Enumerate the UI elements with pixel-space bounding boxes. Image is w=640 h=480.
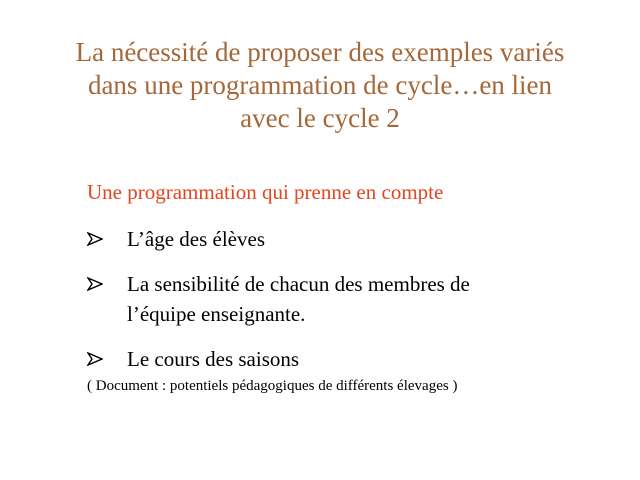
section-subtitle: Une programmation qui prenne en compte	[87, 180, 444, 204]
source-note: ( Document : potentiels pédagogiques de différents élevages )	[87, 378, 458, 394]
slide-title	[40, 36, 600, 135]
bullet-text-age: L’âge des élèves	[127, 227, 265, 251]
bullet-item-sensibilite	[87, 269, 587, 344]
slide-title-line-1: La nécessité de proposer des exemples variés	[75, 37, 565, 67]
arrow-bullet-icon	[87, 352, 103, 366]
slide-title-line-2: dans une programmation de cycle…en lien	[87, 70, 553, 100]
bullet-text-saisons: Le cours des saisons	[127, 347, 300, 371]
bullet-list	[87, 224, 587, 374]
bullet-item-saisons	[87, 344, 587, 374]
arrow-bullet-icon	[87, 277, 103, 291]
bullet-item-age	[87, 224, 587, 269]
slide-title-line-3: avec le cycle 2	[240, 103, 400, 133]
bullet-text-sensibilite-line-1: La sensibilité de chacun des membres de	[127, 272, 470, 296]
arrow-bullet-icon	[87, 232, 103, 246]
bullet-text-sensibilite-line-2: l’équipe enseignante.	[127, 302, 306, 326]
